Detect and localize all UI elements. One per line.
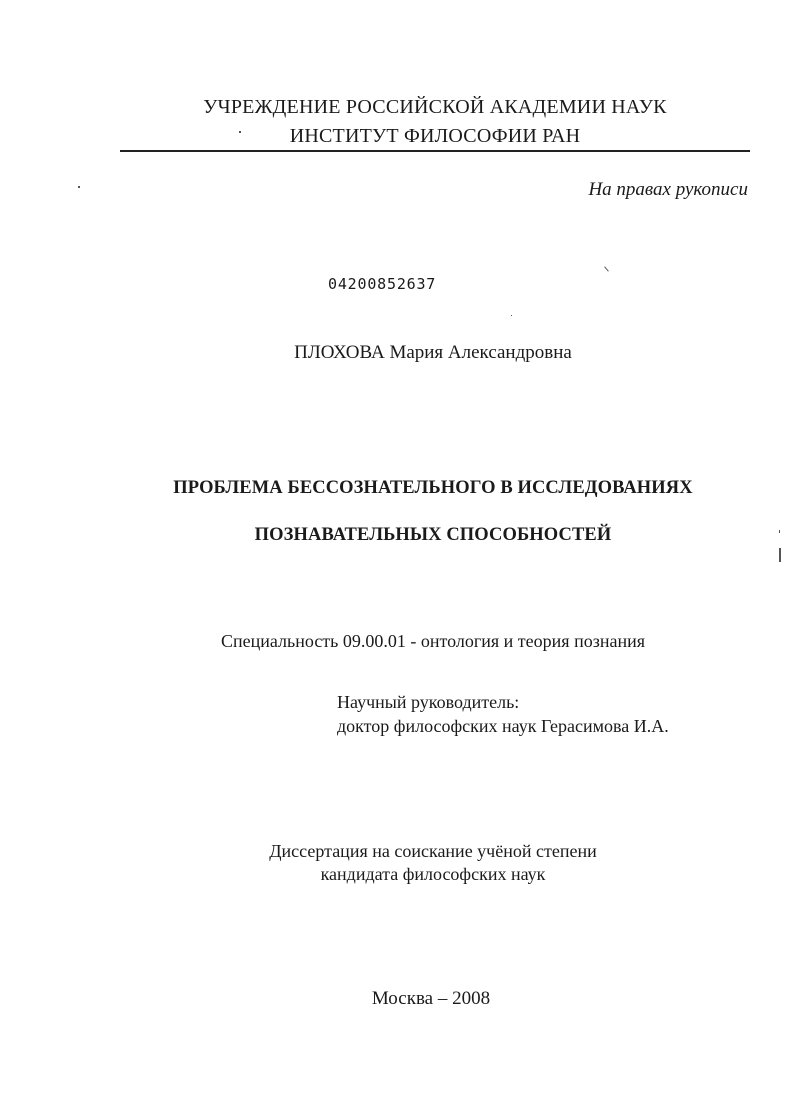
- dissertation-line-2: кандидата философских наук: [320, 864, 546, 884]
- manuscript-note: На правах рукописи: [588, 179, 748, 200]
- scan-speck: [779, 530, 780, 533]
- institution-line-2: ИНСТИТУТ ФИЛОСОФИИ РАН: [289, 125, 581, 147]
- scan-speck: [604, 266, 609, 271]
- supervisor-name: доктор философских наук Герасимова И.А.: [337, 716, 669, 736]
- header-rule: [120, 150, 750, 152]
- dissertation-line-1: Диссертация на соискание учёной степени: [269, 841, 597, 861]
- institution-line-1: УЧРЕЖДЕНИЕ РОССИЙСКОЙ АКАДЕМИИ НАУК: [203, 96, 667, 118]
- specialty: Специальность 09.00.01 - онтология и теория познания: [221, 631, 645, 651]
- scan-speck: [779, 548, 781, 562]
- title-line-1: ПРОБЛЕМА БЕССОЗНАТЕЛЬНОГО В ИССЛЕДОВАНИЯХ: [173, 478, 693, 498]
- scan-speck: [239, 131, 241, 133]
- title-line-2: ПОЗНАВАТЕЛЬНЫХ СПОСОБНОСТЕЙ: [254, 525, 612, 545]
- catalog-code: 04200852637: [328, 275, 437, 293]
- scan-speck: [511, 315, 512, 316]
- scan-speck: [78, 186, 80, 188]
- supervisor-label: Научный руководитель:: [337, 692, 520, 712]
- city-year: Москва – 2008: [371, 988, 491, 1009]
- author-name: ПЛОХОВА Мария Александровна: [294, 342, 572, 363]
